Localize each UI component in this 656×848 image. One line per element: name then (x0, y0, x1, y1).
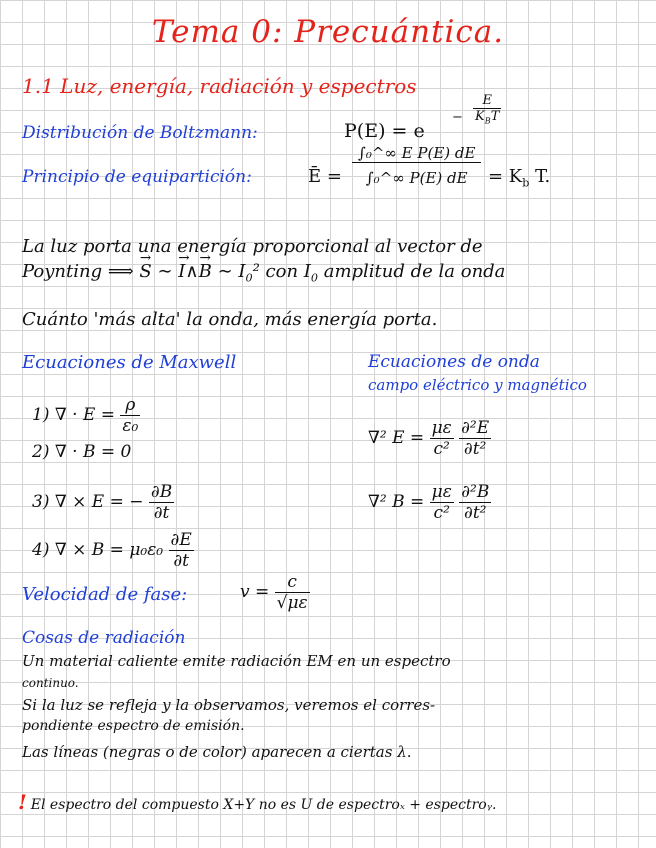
equipartition-den: ∫₀^∞ P(E) dE (365, 169, 468, 187)
boltzmann-label: Distribución de Boltzmann: (22, 123, 258, 143)
phase-velocity-frac (275, 572, 310, 613)
spectrum-note (18, 790, 496, 814)
amplitude-sub: 0 (245, 271, 253, 285)
boltzmann-exp-fraction (473, 93, 501, 126)
eq2-lhs: ∇ · B = 0 (54, 442, 132, 462)
equipartition-k: = K (488, 166, 523, 187)
poynting-vector: → S (139, 261, 151, 282)
radiation-p2b: pondiente espectro de emisión. (22, 718, 245, 734)
wave-eq-e (368, 418, 491, 459)
wave-b-coef (430, 482, 454, 523)
poynting-word: Poynting (22, 261, 103, 282)
eq3-lhs: ∇ × E = − (54, 492, 144, 512)
boltzmann-k-sub: B (484, 116, 491, 126)
eq2-number: 2) (32, 442, 50, 462)
amplitude-sub-2: 0 (310, 271, 318, 285)
radiation-p3: Las líneas (negras o de color) aparecen a ciertas λ. (22, 743, 412, 761)
wave-b-deriv (459, 482, 491, 523)
eq1-number: 1) (32, 405, 50, 425)
page-title: Tema 0: Precuántica. (151, 14, 505, 50)
maxwell-eq-1 (32, 395, 140, 436)
boltzmann-exponent (452, 93, 501, 126)
eq1-lhs: ∇ · E = (54, 405, 115, 425)
spectrum-note-text: El espectro del compuesto X+Y no es U de espectroₓ + espectroᵧ. (30, 797, 497, 813)
boltzmann-k: K (475, 109, 485, 124)
implies-arrow-icon: ⟹ (107, 261, 134, 282)
eq1-fraction (120, 395, 140, 436)
eq4-num: ∂E (170, 530, 192, 550)
radiation-p1b: continuo. (22, 676, 79, 690)
equipartition-frac (352, 144, 481, 187)
eq1-num: ρ (120, 395, 140, 416)
wave-b-coef-num: με (431, 482, 452, 502)
eq3-den: ∂t (153, 503, 170, 523)
eq1-den: ε₀ (122, 416, 139, 436)
wave-e-coef-den: c² (433, 439, 450, 459)
wave-b-coef-den: c² (433, 503, 450, 523)
eq4-den: ∂t (173, 551, 189, 571)
wave-e-coef (430, 418, 454, 459)
amplitude-squared: ² con I (252, 261, 311, 282)
maxwell-heading: Ecuaciones de Maxwell (22, 352, 237, 373)
eq4-number: 4) (32, 540, 50, 560)
maxwell-eq-3 (32, 482, 174, 523)
amplitude-symbol: ∼ I (217, 261, 246, 282)
radiation-heading: Cosas de radiación (22, 628, 186, 648)
boltzmann-t: T (490, 109, 500, 124)
radiation-p2a: Si la luz se refleja y la observamos, veremos el corres- (22, 696, 436, 714)
wave-eq-subheading: campo eléctrico y magnético (368, 376, 587, 394)
wave-b-lhs: ∇² B = (368, 492, 425, 512)
equipartition-k-sub: b (522, 176, 530, 190)
wave-height-note: Cuánto 'más alta' la onda, más energía porta. (22, 309, 438, 330)
wave-eq-b (368, 482, 491, 523)
eq3-num: ∂B (150, 482, 173, 502)
wave-e-coef-num: με (431, 418, 452, 438)
section-heading: 1.1 Luz, energía, radiación y espectros (22, 74, 417, 98)
maxwell-eq-2 (32, 442, 131, 462)
wave-e-lhs: ∇² E = (368, 428, 425, 448)
boltzmann-exp-num: E (473, 93, 501, 109)
phase-velocity-lhs: v = (240, 582, 270, 602)
equipartition-lhs: Ē = (308, 166, 342, 187)
wave-eq-heading: Ecuaciones de onda (368, 352, 540, 372)
equipartition-num: ∫₀^∞ E P(E) dE (352, 144, 481, 163)
phase-velocity-eq (240, 572, 310, 613)
equipartition-label: Principio de equipartición: (22, 167, 252, 187)
eq3-fraction (149, 482, 174, 523)
equipartition-t: T. (535, 166, 551, 187)
equipartition-fraction (352, 144, 481, 187)
wave-e-deriv-den: ∂t² (463, 439, 487, 459)
eq4-fraction (169, 530, 194, 571)
eq3-number: 3) (32, 492, 50, 512)
wedge-symbol: ∧ (185, 261, 199, 282)
amplitude-description: amplitud de la onda (323, 261, 506, 282)
wave-b-deriv-num: ∂²B (461, 482, 490, 502)
radiation-p1a: Un material caliente emite radiación EM en un espectro (22, 652, 451, 670)
eq4-lhs: ∇ × B = μ₀ε₀ (54, 540, 164, 560)
poynting-line2 (22, 261, 505, 285)
boltzmann-lhs: P(E) = e (344, 120, 425, 142)
maxwell-eq-4 (32, 530, 194, 571)
boltzmann-exp-sign: − (452, 109, 463, 125)
equipartition-rhs (488, 166, 550, 190)
poynting-line1: La luz porta una energía proporcional al vector de (22, 236, 483, 257)
wave-b-deriv-den: ∂t² (464, 503, 487, 523)
phase-velocity-num: c (275, 572, 310, 593)
phase-velocity-den: √με (276, 593, 308, 613)
boltzmann-exp-den (473, 109, 501, 126)
current-vector: → I (178, 261, 185, 282)
wave-e-deriv-num: ∂²E (461, 418, 490, 438)
wave-e-deriv (459, 418, 491, 459)
phase-velocity-label: Velocidad de fase: (22, 584, 188, 605)
proportional-symbol: ∼ (157, 261, 173, 282)
warning-mark-icon: ! (18, 790, 27, 814)
magnetic-vector: → B (199, 261, 212, 282)
